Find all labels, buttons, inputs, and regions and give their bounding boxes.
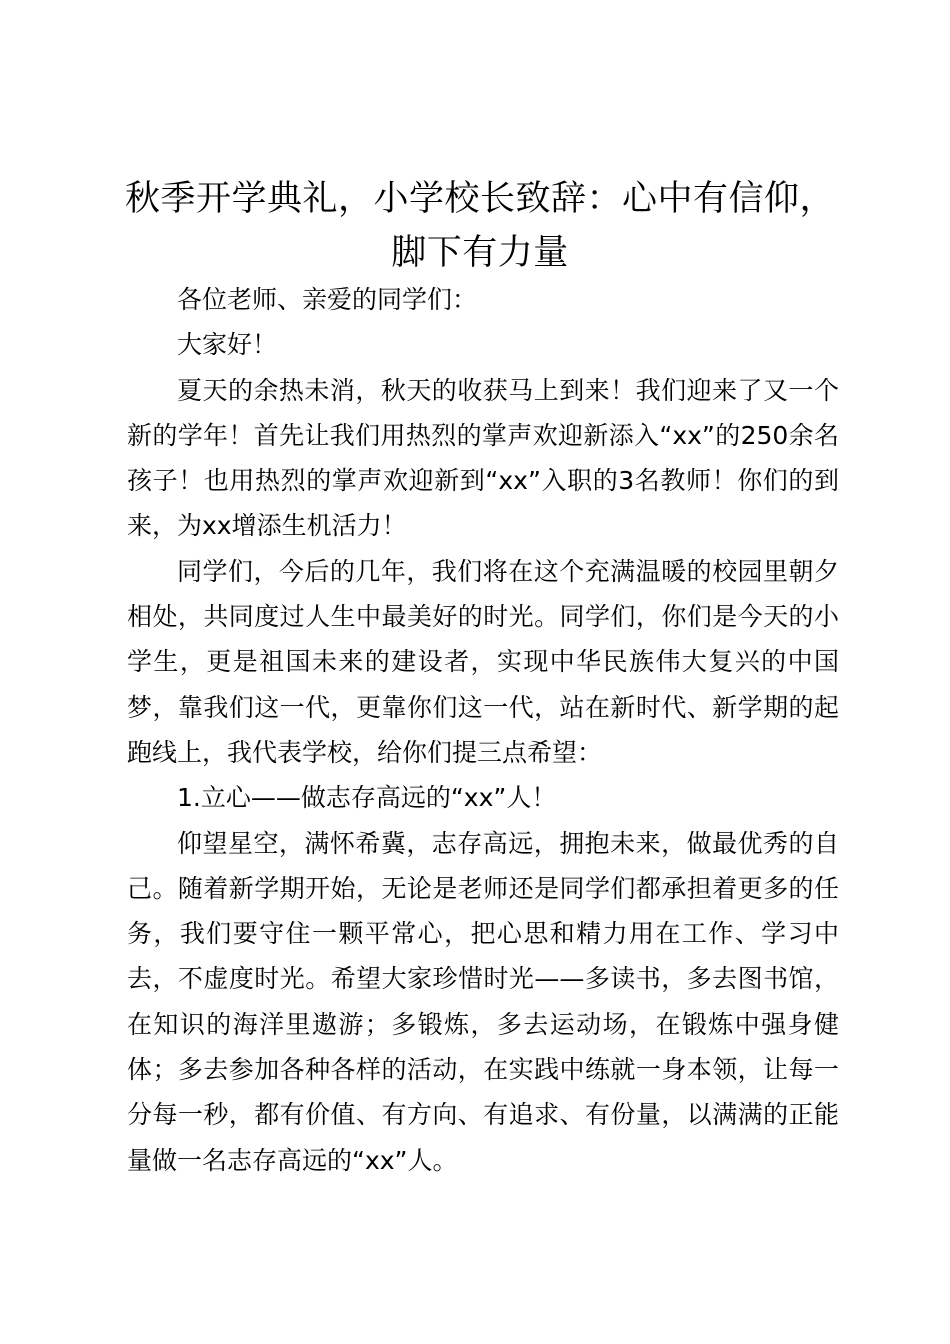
title-line-2: 脚下有力量 [391, 233, 569, 273]
title-line-1: 秋季开学典礼，小学校长致辞：心中有信仰， [124, 179, 835, 219]
document-title [110, 172, 850, 280]
paragraph-section-1: 仰望星空，满怀希冀，志存高远，拥抱未来，做最优秀的自己。随着新学期开始，无论是老师还是同学们都承担着更多的任务，我们要守住一颗平常心，把心思和精力用在工作、学习中去，不虚度时光。希望大家珍惜时光——多读书，多去图书馆，在知识的海洋里遨游；多锻炼，多去运动场，在锻炼中强身健体；多去参加各种各样的活动，在实践中练就一身本领，让每一分每一秒，都有价值、有方向、有追求、有份量，以满满的正能量做一名志存高远的“xx”人。 [127, 828, 839, 1175]
greeting: 大家好！ [177, 330, 278, 360]
paragraph-welcome: 夏天的余热未消，秋天的收获马上到来！我们迎来了又一个新的学年！首先让我们用热烈的掌声欢迎新添入“xx”的250余名孩子！也用热烈的掌声欢迎新到“xx”入职的3名教师！你们的到来，为xx增添生机活力！ [127, 375, 839, 541]
document-body [127, 277, 839, 1183]
section-heading-1: 1.立心——做志存高远的“xx”人！ [177, 783, 557, 813]
salutation: 各位老师、亲爱的同学们： [177, 285, 478, 314]
paragraph-hopes-intro: 同学们，今后的几年，我们将在这个充满温暖的校园里朝夕相处，共同度过人生中最美好的时光。同学们，你们是今天的小学生，更是祖国未来的建设者，实现中华民族伟大复兴的中国梦，靠我们这一代，更靠你们这一代，站在新时代、新学期的起跑线上，我代表学校，给你们提三点希望： [127, 556, 839, 767]
